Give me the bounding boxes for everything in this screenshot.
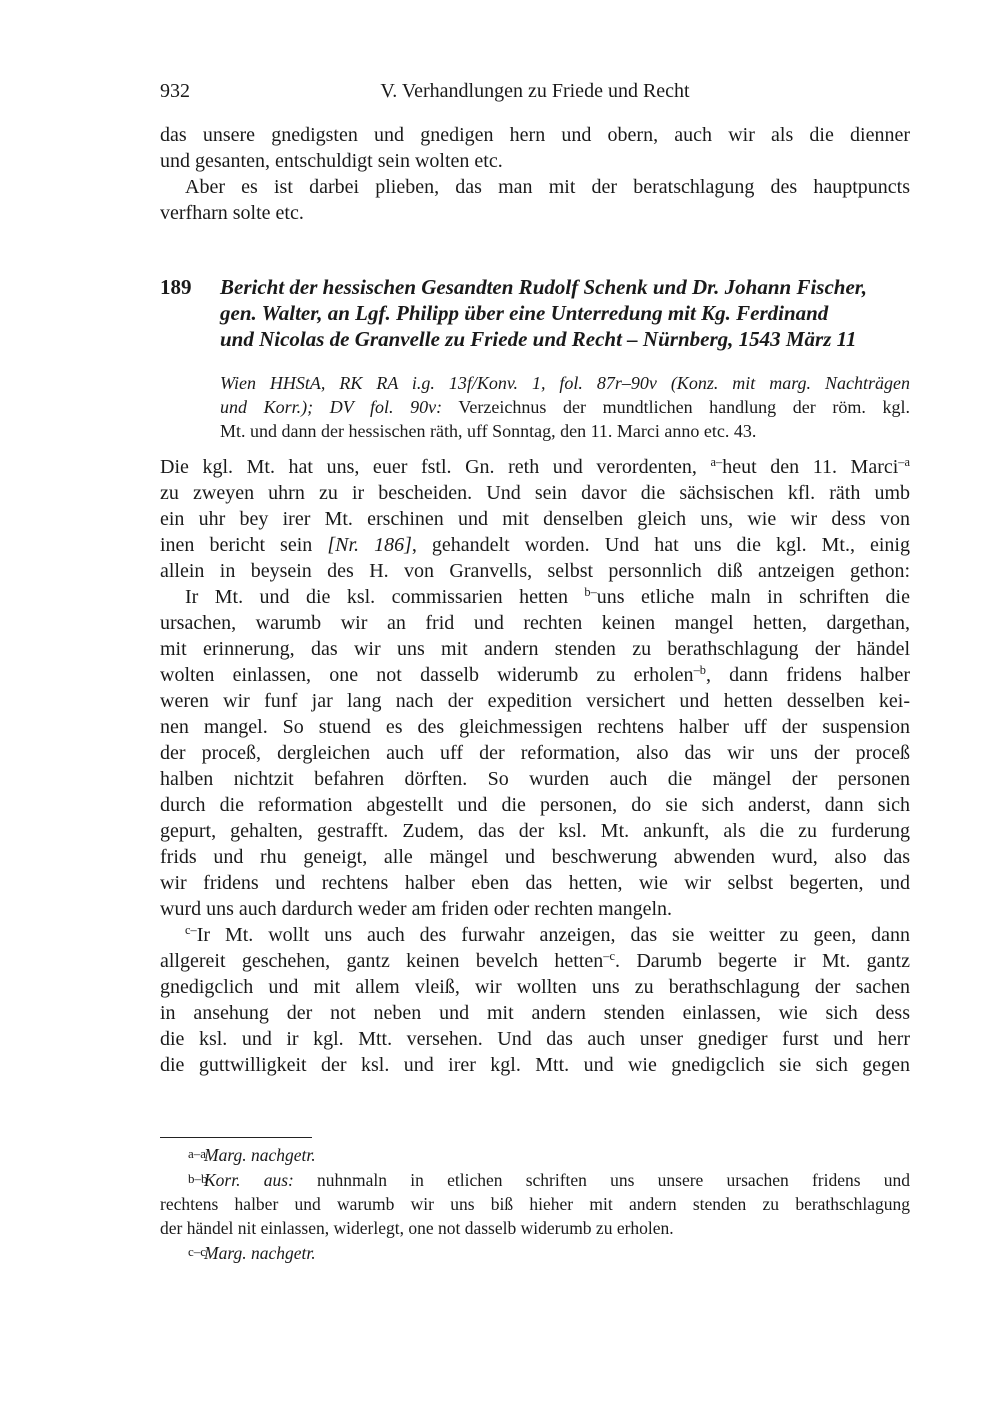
text-run: verfharn solte etc. — [160, 202, 304, 224]
variant-marker: a– — [710, 455, 723, 470]
text-line — [160, 454, 910, 480]
text-line — [160, 844, 910, 870]
text-run: in ansehung der not neben und mit andern stenden einlassen, wie sich dess — [160, 1002, 910, 1024]
text-run: durch die reformation abgestellt und die personen, do sie sich anderst, dann sich — [160, 794, 910, 816]
text-run: und gesanten, entschuldigt sein wolten etc. — [160, 150, 503, 172]
text-line — [160, 740, 910, 766]
title-line: gen. Walter, an Lgf. Philipp über eine Unterredung mit Kg. Ferdinand — [220, 301, 829, 325]
paragraph — [160, 922, 910, 1078]
variant-marker: b– — [584, 585, 597, 600]
text-run: nen mangel. So stuend es des gleichmessigen rechtens halber uff der suspension — [160, 716, 910, 738]
text-line — [160, 1142, 910, 1167]
text-line — [160, 714, 910, 740]
italic-run: Marg. nachgetr. — [204, 1243, 316, 1263]
variant-marker: c– — [185, 923, 197, 938]
text-line — [160, 688, 910, 714]
text-line — [160, 506, 910, 532]
document-title — [220, 274, 910, 352]
text-run: ursachen, warumb wir an frid und rechten keinen mangel hetten, dargethan, — [160, 612, 910, 634]
preceding-text — [160, 122, 910, 226]
text-line — [160, 636, 910, 662]
text-run: das unsere gnedigsten und gnedigen hern und obern, auch wir als die dienner — [160, 124, 910, 146]
paragraph — [160, 1142, 910, 1167]
text-run: Ir Mt. wollt uns auch des furwahr anzeigen, das sie weitter zu geen, dann — [196, 924, 910, 946]
paragraph — [160, 174, 910, 226]
text-line — [160, 662, 910, 688]
text-line — [160, 1052, 910, 1078]
text-line — [160, 532, 910, 558]
text-line — [160, 1216, 910, 1240]
italic-run: Wien HHStA, RK RA i.g. 13f/Konv. 1, fol. 87r–90v (Konz. mit marg. Nachträgen — [220, 373, 910, 393]
text-run: , dann fridens halber — [705, 664, 911, 686]
running-head: V. Verhandlungen zu Friede und Recht — [380, 80, 690, 102]
text-run: gepurt, gehalten, gestrafft. Zudem, das der ksl. Mt. ankunft, als die zu furderung — [160, 820, 910, 842]
text-run: heut den 11. Marci — [722, 456, 899, 478]
italic-run: Marg. nachgetr. — [204, 1145, 316, 1165]
text-run: wolten einlassen, one not dasselb widerumb zu erholen — [160, 664, 694, 686]
text-run: Ir Mt. und die ksl. commissarien hetten — [185, 586, 585, 608]
document-number: 189 — [160, 275, 192, 299]
text-run: zu zweyen uhrn zu ir bescheiden. Und sein davor die sächsischen kfl. räth umb — [160, 482, 910, 504]
page-header — [160, 80, 910, 106]
page-number: 932 — [160, 80, 190, 102]
text-line — [160, 584, 910, 610]
text-run: Mt. und dann der hessischen räth, uff Sonntag, den 11. Marci anno etc. 43. — [220, 421, 757, 441]
paragraph — [160, 454, 910, 584]
text-line — [220, 419, 910, 443]
text-run: der proceß, dergleichen auch uff der reformation, also das wir uns der proceß — [160, 742, 910, 764]
text-run: Aber es ist darbei plieben, das man mit der beratschlagung des hauptpuncts — [185, 176, 910, 198]
paragraph — [160, 122, 910, 174]
text-line — [160, 200, 910, 226]
text-line — [160, 974, 910, 1000]
text-line — [160, 818, 910, 844]
italic-run: Korr. aus: — [204, 1170, 294, 1190]
text-line — [160, 922, 910, 948]
text-run: Die kgl. Mt. hat uns, euer fstl. Gn. reth und verordenten, — [160, 456, 711, 478]
text-line — [160, 1167, 910, 1192]
text-line — [160, 870, 910, 896]
text-run: wurd uns auch dardurch weder am friden oder rechten mangeln. — [160, 898, 673, 920]
text-line — [160, 766, 910, 792]
text-line — [160, 610, 910, 636]
source-note — [220, 371, 910, 443]
text-line — [220, 371, 910, 395]
text-line — [160, 792, 910, 818]
text-run: mit erinnerung, das wir uns mit andern stenden zu berathschlagung der händel — [160, 638, 910, 660]
text-line — [160, 558, 910, 584]
text-run: weren wir funf jar lang nach der expedition versichert und hetten desselben kei- — [160, 690, 910, 712]
footnote-marker: c–c — [188, 1244, 207, 1259]
text-run: die ksl. und ir kgl. Mtt. versehen. Und das auch unser gnediger furst und herr — [160, 1028, 910, 1050]
text-line — [160, 1192, 910, 1216]
variant-marker: –a — [898, 455, 910, 470]
text-line — [220, 395, 910, 419]
text-run: halben nichtzit befahren dörften. So wurden auch die mängel der personen — [160, 768, 910, 790]
text-line — [160, 1000, 910, 1026]
italic-run: und Korr.); DV fol. 90v: — [220, 397, 443, 417]
text-run: allein in beysein des H. von Granvells, selbst personnlich diß antzeigen gethon: — [160, 560, 910, 582]
title-line: und Nicolas de Granvelle zu Friede und Recht – Nürnberg, 1543 März 11 — [220, 327, 857, 351]
footnote-marker: a–a — [188, 1146, 207, 1161]
text-line — [160, 480, 910, 506]
text-run: Verzeichnus der mundtlichen handlung der röm. kgl. — [442, 397, 910, 417]
text-line — [160, 148, 910, 174]
text-line — [160, 896, 910, 922]
text-line — [160, 1240, 910, 1265]
variant-marker: –b — [693, 663, 706, 678]
text-run: nuhnmaln in etlichen schriften uns unsere ursachen fridens und — [293, 1170, 911, 1190]
footnote-rule — [160, 1137, 312, 1138]
text-run: , gehandelt worden. Und hat uns die kgl. Mt., einig — [411, 534, 910, 556]
text-run: allgereit geschehen, gantz keinen bevelch hetten — [160, 950, 604, 972]
text-run: die guttwilligkeit der ksl. und irer kgl. Mtt. und wie gnedigclich sie sich gegen — [160, 1054, 910, 1076]
text-line — [160, 948, 910, 974]
paragraph — [160, 584, 910, 922]
text-run: uns etliche maln in schriften die — [596, 586, 910, 608]
paragraph — [160, 1240, 910, 1265]
italic-run: [Nr. 186] — [327, 534, 412, 556]
text-line — [160, 174, 910, 200]
text-line — [160, 1026, 910, 1052]
text-run: rechtens halber und warumb wir uns biß hieher mit andern stenden zu berathschlagung — [160, 1194, 910, 1214]
text-run: frids und rhu geneigt, alle mängel und beschwerung abwenden wurd, also das — [160, 846, 910, 868]
text-run: . Darumb begerte ir Mt. gantz — [614, 950, 910, 972]
title-line: Bericht der hessischen Gesandten Rudolf Schenk und Dr. Johann Fischer, — [220, 275, 868, 299]
variant-marker: –c — [603, 949, 615, 964]
text-run: inen bericht sein — [160, 534, 328, 556]
text-run: wir fridens und rechtens halber eben das hetten, wie wir selbst begerten, und — [160, 872, 910, 894]
footnote-marker: b–b — [188, 1171, 208, 1186]
footnotes — [160, 1142, 910, 1265]
text-line — [160, 122, 910, 148]
text-run: der händel nit einlassen, widerlegt, one not dasselb widerumb zu erholen. — [160, 1218, 674, 1238]
document-body — [160, 454, 910, 1078]
text-run: ein uhr bey irer Mt. erschinen und mit denselben gleich uns, wie wir dess von — [160, 508, 910, 530]
text-run: gnedigclich und mit allem vleiß, wir wollten uns zu berathschlagung der sachen — [160, 976, 910, 998]
paragraph — [160, 1167, 910, 1240]
